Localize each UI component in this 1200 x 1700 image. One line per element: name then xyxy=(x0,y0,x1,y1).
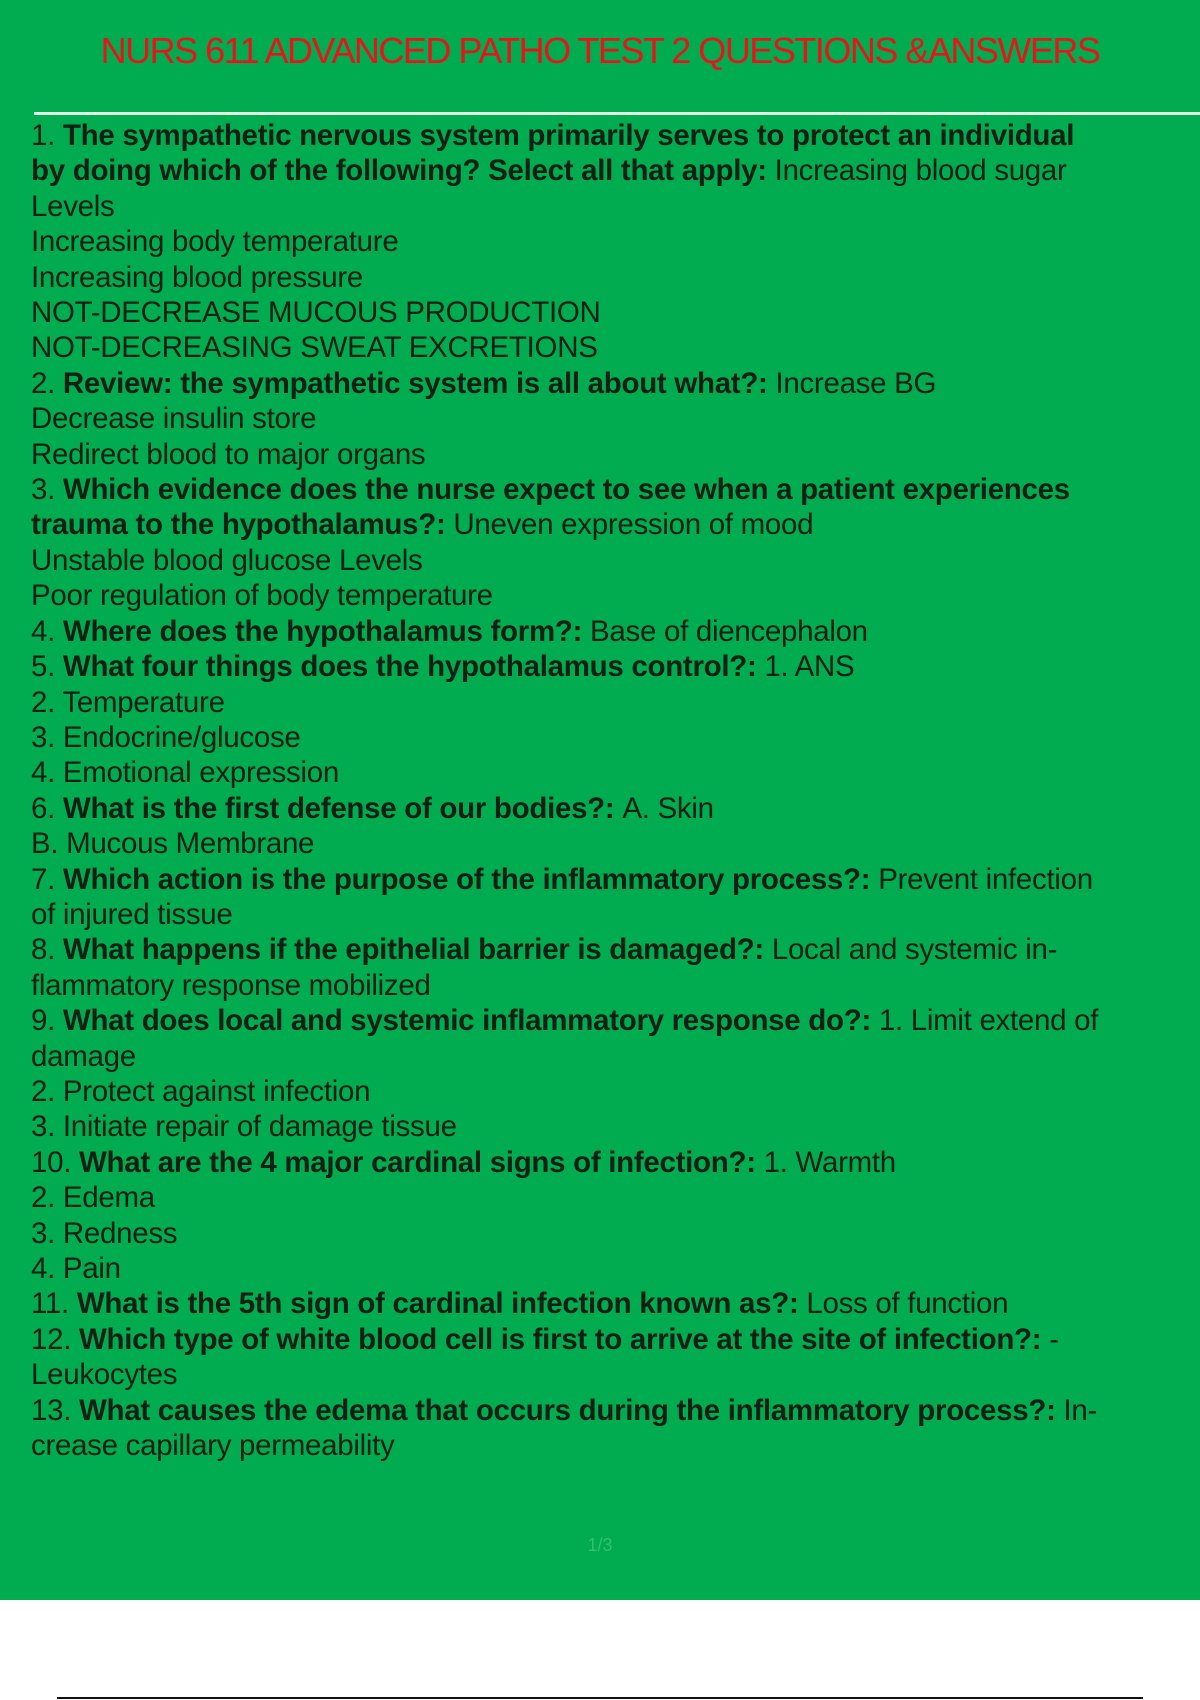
page-number: 1/3 xyxy=(587,1535,613,1555)
qa-item-11 xyxy=(31,1286,1195,1321)
qa-line xyxy=(31,578,1195,613)
answer-text: NOT-DECREASE MUCOUS PRODUCTION xyxy=(31,296,601,330)
answer-text: 3. Initiate repair of damage tissue xyxy=(31,1110,457,1144)
qa-line xyxy=(31,1357,1195,1392)
qa-line xyxy=(31,472,1195,507)
answer-text: of injured tissue xyxy=(31,897,233,931)
answer-text: Increase BG xyxy=(775,366,937,400)
question-answer-list xyxy=(31,118,1195,1463)
qa-line xyxy=(31,720,1195,755)
question-number: 13. xyxy=(31,1393,80,1427)
question-text: What is the first defense of our bodies?: xyxy=(62,791,623,825)
question-text: by doing which of the following? Select all that apply: xyxy=(31,154,775,188)
qa-line xyxy=(31,1251,1195,1286)
question-text: Which action is the purpose of the inflammatory process?: xyxy=(62,862,879,896)
title-divider xyxy=(34,112,1200,115)
answer-text: A. Skin xyxy=(622,791,714,825)
qa-item-1 xyxy=(31,118,1195,366)
question-number: 5. xyxy=(31,650,63,684)
answer-text: Increasing body temperature xyxy=(31,225,399,259)
qa-line xyxy=(31,1145,1195,1180)
qa-item-4 xyxy=(31,614,1195,649)
qa-line xyxy=(31,260,1195,295)
question-text: What happens if the epithelial barrier is damaged?: xyxy=(62,933,772,967)
question-number: 11. xyxy=(31,1287,77,1321)
answer-text: crease capillary permeability xyxy=(31,1429,395,1463)
qa-line xyxy=(31,897,1195,932)
answer-text: NOT-DECREASING SWEAT EXCRETIONS xyxy=(31,331,598,365)
qa-line xyxy=(31,791,1195,826)
qa-line xyxy=(31,366,1195,401)
question-number: 9. xyxy=(31,1004,63,1038)
question-text: What is the 5th sign of cardinal infection known as?: xyxy=(76,1287,807,1321)
question-number: 12. xyxy=(31,1322,80,1356)
qa-item-7 xyxy=(31,862,1195,933)
answer-text: B. Mucous Membrane xyxy=(31,827,315,861)
qa-item-13 xyxy=(31,1393,1195,1464)
qa-line xyxy=(31,507,1195,542)
answer-text: 1. Limit extend of xyxy=(878,1004,1099,1038)
qa-item-5 xyxy=(31,649,1195,791)
qa-line xyxy=(31,1074,1195,1109)
answer-text: Decrease insulin store xyxy=(31,402,317,436)
question-number: 8. xyxy=(31,933,63,967)
qa-line xyxy=(31,543,1195,578)
answer-text: 2. Protect against infection xyxy=(31,1074,371,1108)
question-number: 4. xyxy=(31,614,63,648)
answer-text: Uneven expression of mood xyxy=(453,508,814,542)
qa-line xyxy=(31,401,1195,436)
qa-line xyxy=(31,1286,1195,1321)
qa-item-12 xyxy=(31,1322,1195,1393)
question-text: What four things does the hypothalamus control?: xyxy=(62,650,765,684)
question-text: Review: the sympathetic system is all about what?: xyxy=(62,366,776,400)
qa-line xyxy=(31,968,1195,1003)
qa-line xyxy=(31,437,1195,472)
question-text: What does local and systemic inflammatory response do?: xyxy=(62,1004,879,1038)
question-text: What are the 4 major cardinal signs of infection?: xyxy=(79,1145,764,1179)
answer-text: Local and systemic in- xyxy=(771,933,1058,967)
answer-text: - xyxy=(1049,1322,1059,1356)
footer-divider xyxy=(57,1697,1143,1699)
qa-line xyxy=(31,755,1195,790)
qa-item-10 xyxy=(31,1145,1195,1287)
qa-item-2 xyxy=(31,366,1195,472)
qa-line xyxy=(31,1428,1195,1463)
qa-line xyxy=(31,1216,1195,1251)
qa-line xyxy=(31,826,1195,861)
question-text: Which evidence does the nurse expect to see when a patient experiences xyxy=(62,473,1070,507)
answer-text: 1. Warmth xyxy=(763,1145,896,1179)
qa-line xyxy=(31,330,1195,365)
document-title: NURS 611 ADVANCED PATHO TEST 2 QUESTIONS &ANSWERS xyxy=(100,30,1100,71)
question-text: trauma to the hypothalamus?: xyxy=(31,508,454,542)
answer-text: 4. Emotional expression xyxy=(31,756,339,790)
answer-text: Loss of function xyxy=(806,1287,1009,1321)
qa-line xyxy=(31,1109,1195,1144)
qa-line xyxy=(31,932,1195,967)
answer-text: damage xyxy=(31,1039,136,1073)
answer-text: Base of diencephalon xyxy=(590,614,868,648)
qa-item-3 xyxy=(31,472,1195,614)
qa-line xyxy=(31,295,1195,330)
answer-text: 1. ANS xyxy=(764,650,855,684)
answer-text: 4. Pain xyxy=(31,1252,121,1285)
question-text: The sympathetic nervous system primarily serves to protect an individual xyxy=(62,119,1075,152)
qa-line xyxy=(31,614,1195,649)
answer-text: Poor regulation of body temperature xyxy=(31,579,493,613)
qa-line xyxy=(31,1003,1195,1038)
question-number: 7. xyxy=(31,862,63,896)
qa-line xyxy=(31,1393,1195,1428)
qa-line xyxy=(31,189,1195,224)
answer-text: Levels xyxy=(31,189,115,223)
answer-text: Leukocytes xyxy=(31,1358,178,1392)
answer-text: Prevent infection xyxy=(878,862,1093,896)
answer-text: 3. Redness xyxy=(31,1216,178,1250)
answer-text: 2. Temperature xyxy=(31,685,225,719)
qa-line xyxy=(31,1039,1195,1074)
qa-line xyxy=(31,649,1195,684)
answer-text: 3. Endocrine/glucose xyxy=(31,720,301,754)
qa-line xyxy=(31,153,1195,188)
answer-text: Redirect blood to major organs xyxy=(31,437,426,471)
answer-text: 2. Edema xyxy=(31,1181,155,1215)
answer-text: Unstable blood glucose Levels xyxy=(31,543,423,577)
question-number: 1. xyxy=(31,119,63,152)
qa-item-6 xyxy=(31,791,1195,862)
qa-line xyxy=(31,118,1195,153)
question-text: What causes the edema that occurs during the inflammatory process?: xyxy=(79,1393,1064,1427)
question-number: 6. xyxy=(31,791,63,825)
question-text: Which type of white blood cell is first to arrive at the site of infection?: xyxy=(79,1322,1050,1356)
question-number: 2. xyxy=(31,366,63,400)
qa-item-8 xyxy=(31,932,1195,1003)
question-number: 10. xyxy=(31,1145,80,1179)
answer-text: Increasing blood pressure xyxy=(31,260,363,294)
qa-line xyxy=(31,1180,1195,1215)
qa-line xyxy=(31,1322,1195,1357)
qa-line xyxy=(31,224,1195,259)
answer-text: In- xyxy=(1063,1393,1098,1427)
qa-item-9 xyxy=(31,1003,1195,1145)
qa-line xyxy=(31,862,1195,897)
answer-text: flammatory response mobilized xyxy=(31,968,431,1002)
qa-line xyxy=(31,685,1195,720)
question-number: 3. xyxy=(31,473,63,507)
answer-text: Increasing blood sugar xyxy=(774,154,1067,188)
question-text: Where does the hypothalamus form?: xyxy=(62,614,591,648)
